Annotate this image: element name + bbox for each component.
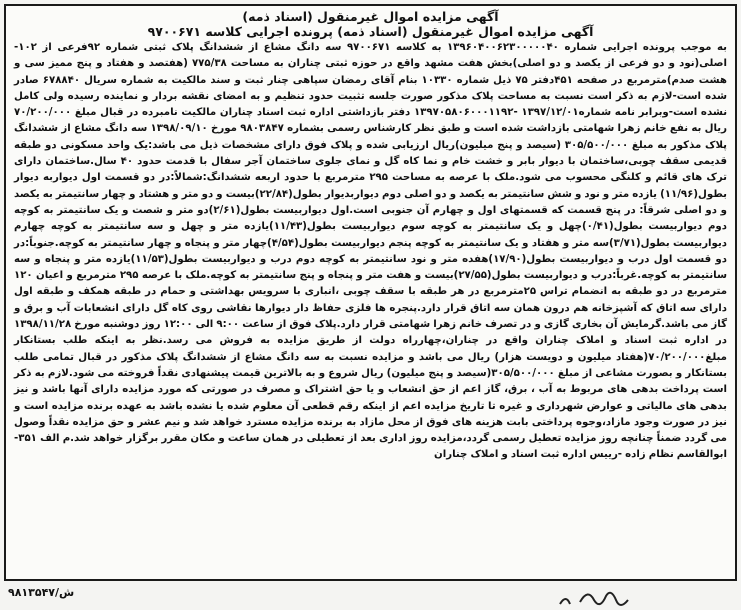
notice-body: به موجب پرونده اجرایی شماره ۱۳۹۶۰۴۰۰۶۲۳۰۰۰۰۰۴۰ به کلاسه ۹۷۰۰۶۷۱ سه دانگ مشاع از ششدانگ پلاک ثبتی شماره ۹۲فرعی از ۱۰۲-اصلی(نود و دو فرعی از یکصد و دو اصلی)بخش هفت مشهد واقع در حوزه ثبتی چناران به مساحت ۷۷۵/۳۸ (هفتصد و هفتاد و پنج ممیز سی و هشت صدم)مترمربع در صفحه ۴۵۱دفتر ۷۵ ذیل شماره ۱۰۳۳۰ بنام آقای رمضان سپاهی چنار ثبت و سند مالکیت به شماره سریال ۶۷۸۸۴۰ صادر شده است-لازم به ذکر است نسبت به مساحت پلاک مذکور صورت جلسه تثبیت حدود تنظیم و به امضای نقشه بردار و نماینده رسیده ولی کامل نشده است-وبرابر نامه شماره۱۳۹۷/۱۲/۰۱ -۱۳۹۷۰۵۸۰۶۰۰۰۱۱۹۲ دفتر بازداشتی اداره ثبت اسناد چناران مالکیت نامبرده در قبال مبلغ ۷۰/۲۰۰/۰۰۰ ریال به نفع خانم زهرا شهامتی بازداشت شده است و طبق نظر کارشناس رسمی بشماره ۹۸۰۳۸۴۷ مورخ ۱۳۹۸/۰۹/۱۰ سه دانگ مشاع از ششدانگ پلاک مذکور به مبلغ ۳۰۵/۵۰۰/۰۰۰ (سیصد و پنج میلیون)ریال ارزیابی شده و پلاک فوق دارای مشخصات ذیل می باشد:یک واحد مسکونی دو طبقه قدیمی سقف چوبی،ساختمان با دیوار بابر و خشت خام و نما کاه گل و نمای جلوی ساختمان آجر سفال با قدمت حدود ۴۰ سال.ساختمان دارای ترک های قائم و کلنگی محسوب می شود.ملک با عرصه به مساحت ۲۹۵ مترمربع با حدود اربعه ششدانگ:شمالاً:در دو قسمت اول دیواربه دیوار بطول(۱۱/۹۶) یازده متر و نود و شش سانتیمتر به یکصد و دو اصلی دوم دیواربدیوار بطول(۲۲/۸۴)بیست و دو متر و هشتاد و چهار سانتیمتر به یکصد و دو اصلی شرقاً: در پنج قسمت که قسمتهای اول و چهارم آن جنوبی است.اول دیواربیست بطول(۲/۶۱)دو متر و شصت و یک سانتیمتر به کوچه دوم دیواربیست بطول(۰/۴۱)چهل و یک سانتیمتر به کوچه سوم دیواربیست بطول(۱۱/۴۳)یازده متر و چهل و سه سانتیمتر به کوچه چهارم دیواربیست بطول(۳/۷۱)سه متر و هفتاد و یک سانتیمتر به کوچه پنجم دیواربیست بطول(۴/۵۴)چهار متر و پنجاه و چهار سانتیمتر به کوچه.جنوباً:در دو قسمت اول درب و دیواربیست بطول(۱۷/۹۰)هفده متر و نود سانتیمتر به کوچه دوم درب و دیواربیست بطول(۱۱/۵۳)یازده متر و پنجاه و سه سانتیمتر به کوچه.غرباً:درب و دیواربیست بطول(۲۷/۵۵)بیست و هفت متر و پنجاه و پنج سانتیمتر به کوچه.ملک با عرصه ۲۹۵ مترمربع و اعیان ۱۲۰ مترمربع در دو طبقه به انضمام تراس ۲۵مترمربع در هر طبقه با سقف چوبی ،انباری با سرویس بهداشتی و حمام در طبقه همکف و طبقه اول دارای سه اتاق که آشپزخانه هم درون همان سه اتاق قرار دارد.پنجره ها فلزی حفاظ دار دیوارها نقاشی روی کاه گل دارای انشعابات آب و برق و گاز می باشد.گرمایش آن بخاری گازی و در تصرف خانم زهرا شهامتی قرار دارد.پلاک فوق از ساعت ۹:۰۰ الی ۱۲:۰۰ روز دوشنبه مورخ ۱۳۹۸/۱۱/۲۸ در اداره ثبت اسناد و املاک چناران واقع در چناران،چهارراه دولت از طریق مزایده به فروش می رسد.نظر به اینکه طلب بستانکار مبلغ۷۰/۲۰۰/۰۰۰(هفتاد میلیون و دویست هزار) ریال می باشد و مزایده نسبت به سه دانگ مشاع از ششدانگ پلاک مذکور در قبال تمامی طلب بستانکار و بصورت مشاعی از مبلغ ۳۰۵/۵۰۰/۰۰۰(سیصد و پنج میلیون) ریال شروع و به بالاترین قیمت پیشنهادی نقداً فروخته می شود.لازم به ذکر است پرداخت بدهی های مربوط به آب ، برق، گاز اعم از حق انشعاب و یا حق اشتراک و مصرف در صورتی که مورد مزایده دارای آنها باشد و نیز بدهی های مالیاتی و عوارض شهرداری و غیره تا تاریخ مزایده اعم از اینکه رقم قطعی آن معلوم شده یا نشده باشد به عهده برنده مزایده است و نیز در صورت وجود مازاد،وجوه پرداختی بابت هزینه های فوق از محل مازاد به برنده مزایده مسترد خواهد شد و نیم عشر و حق مزایده نقداً وصول می گردد ضمناً چنانچه روز مزایده تعطیل رسمی گردد،مزایده روز اداری بعد از تعطیلی در همان ساعت و مکان مقرر برگزار خواهد شد.م الف ۳۵۱- ابوالقاسم نظام زاده -رییس اداره ثبت اسناد و املاک چناران [14,42,728,461]
reference-number: ۹۸۱۳۵۴۷/ش [8,586,75,599]
notice-box [4,4,737,581]
handwritten-mark [20,582,640,610]
notice-title: آگهی مزایده اموال غیرمنقول (اسناد ذمه) [242,9,499,24]
notice-subtitle: آگهی مزایده اموال غیرمنقول (اسناد ذمه) پرونده اجرایی کلاسه ۹۷۰۰۶۷۱ [147,24,594,39]
